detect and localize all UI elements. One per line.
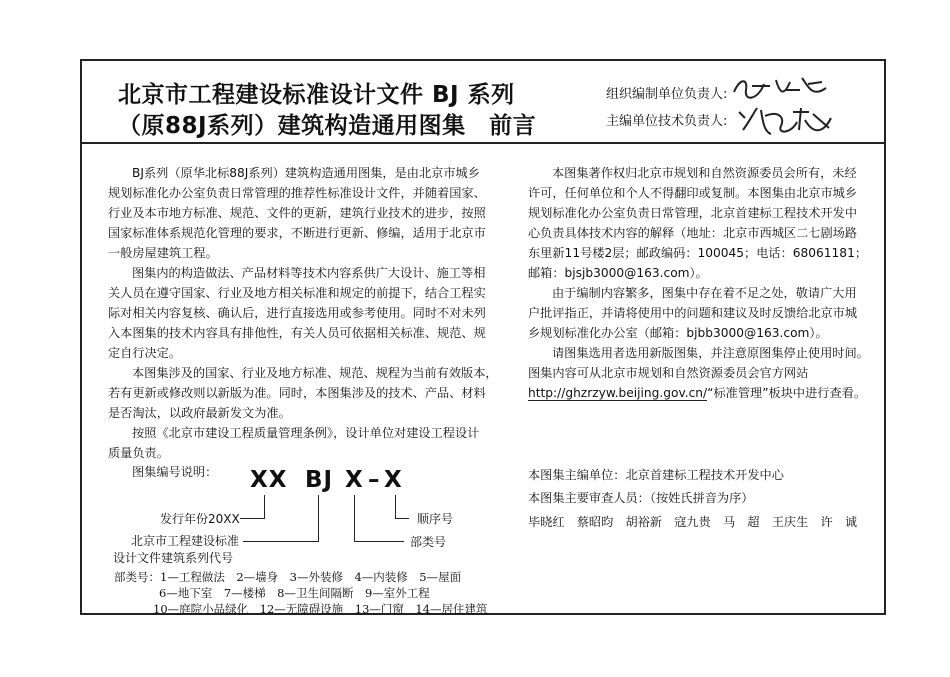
page-title-line2: （原88J系列）建筑构造通用图集 前言 <box>118 113 537 139</box>
connector-line <box>240 518 265 519</box>
preface-left-column <box>108 163 503 463</box>
text-line: 乡规划标准化办公室（邮箱：bjbb3000@163.com）。 <box>528 326 828 340</box>
text-line: 图集内的构造做法、产品材料等技术内容系供广大设计、施工等相 <box>132 266 486 280</box>
text-line: 是否淘汰，以政府最新发文为准。 <box>108 406 291 420</box>
code-sequence-part: X <box>384 467 403 493</box>
text-line: 际对相关内容复核、确认后，进行直接选用或参考使用。同时不对未列 <box>108 306 486 320</box>
text-line: 本图集著作权归北京市规划和自然资源委员会所有，未经 <box>552 166 857 180</box>
text-line: 本图集涉及的国家、行业及地方标准、规范、规程为当前有效版本， <box>132 366 498 380</box>
category-list-line3: 10—庭院小品绿化 12—无障碍设施 13—门窗 14—居住建筑 <box>153 602 488 616</box>
connector-line <box>395 495 396 518</box>
text-line: 许可，任何单位和个人不得翻印或复制。本图集由北京市城乡 <box>528 186 858 200</box>
connector-line <box>264 495 265 518</box>
connector-line <box>354 541 404 542</box>
year-annotation: 发行年份20XX <box>160 512 240 526</box>
code-year-part: XX <box>250 467 288 493</box>
text-line: 图集内容可从北京市规划和自然资源委员会官方网站 <box>528 366 809 380</box>
text-line: 国家标准体系规范化管理的要求，不断进行更新、修编，适用于北京市 <box>108 226 486 240</box>
text-line: 按照《北京市建设工程质量管理条例》，设计单位对建设工程设计 <box>132 426 480 440</box>
text-line: 户批评指正，并请将使用中的问题和建议及时反馈给北京市城 <box>528 306 858 320</box>
series-annotation-line2: 设计文件建筑系列代号 <box>113 551 234 565</box>
sequence-annotation: 顺序号 <box>417 512 454 526</box>
text-line: 规划标准化办公室负责日常管理的推荐性标准设计文件，并随着国家、 <box>108 186 486 200</box>
website-link[interactable]: http://ghzrzyw.beijing.gov.cn/ <box>528 386 708 400</box>
editor-unit: 本图集主编单位：北京首建标工程技术开发中心 <box>528 468 784 482</box>
text-line: 邮箱：bjsjb3000@163.com）。 <box>528 266 708 280</box>
text-line: 由于编制内容繁多，图集中存在着不足之处，敬请广大用 <box>552 286 857 300</box>
preface-right-column <box>528 163 873 403</box>
text-line: 关人员在遵守国家、行业及地方相关标准和规定的前提下，结合工程实 <box>108 286 486 300</box>
responsible-org-label: 组织编制单位负责人: <box>606 87 728 102</box>
signature-tech <box>735 104 835 144</box>
page-title-line1: 北京市工程建设标准设计文件 BJ 系列 <box>118 82 515 108</box>
url-suffix: “标准管理”板块中进行查看。 <box>707 386 867 400</box>
reviewers-list: 毕晓红 蔡昭昀 胡裕新 寇九贵 马 超 王庆生 许 诚 <box>528 515 858 529</box>
text-line: 心负责具体技术内容的解释（地址：北京市西城区二七剧场路 <box>528 226 858 240</box>
text-line: 定自行决定。 <box>108 346 182 360</box>
text-line: 若有更新或修改则以新版为准。同时，本图集涉及的技术、产品、材料 <box>108 386 486 400</box>
category-annotation: 部类号 <box>410 535 447 549</box>
connector-line <box>395 518 409 519</box>
series-annotation-line1: 北京市工程建设标准 <box>131 534 240 548</box>
text-line: 一般房屋建筑工程。 <box>108 246 218 260</box>
text-line: 规划标准化办公室负责日常管理，北京首建标工程技术开发中 <box>528 206 858 220</box>
reviewers-label: 本图集主要审查人员：（按姓氏拼音为序） <box>528 491 754 505</box>
text-line: 东里新11号楼2层；邮政编码：100045；电话：68061181； <box>528 246 868 260</box>
url-line <box>528 383 873 403</box>
code-explanation-label: 图集编号说明： <box>132 465 218 479</box>
code-dash: – <box>368 467 381 493</box>
connector-line <box>354 495 355 541</box>
text-line: 入本图集的技术内容具有排他性，有关人员可依据相关标准、规范、规 <box>108 326 486 340</box>
code-category-part: X <box>345 467 364 493</box>
category-list-line1: 部类号：1—工程做法 2—墙身 3—外装修 4—内装修 5—屋面 <box>114 570 462 584</box>
responsible-tech-label: 主编单位技术负责人: <box>606 114 728 129</box>
text-line: 请图集选用者选用新版图集，并注意原图集停止使用时间。 <box>552 346 869 360</box>
text-line: 质量负责。 <box>108 446 169 460</box>
connector-line <box>318 495 319 541</box>
category-list-line2: 6—地下室 7—楼梯 8—卫生间隔断 9—室外工程 <box>159 586 430 600</box>
text-line: 行业及本市地方标准、规范、文件的更新，建筑行业技术的进步，按照 <box>108 206 486 220</box>
connector-line <box>243 541 319 542</box>
code-series-part: BJ <box>305 467 334 493</box>
text-line: BJ系列（原华北标88J系列）建筑构造通用图集，是由北京市城乡 <box>132 166 480 180</box>
